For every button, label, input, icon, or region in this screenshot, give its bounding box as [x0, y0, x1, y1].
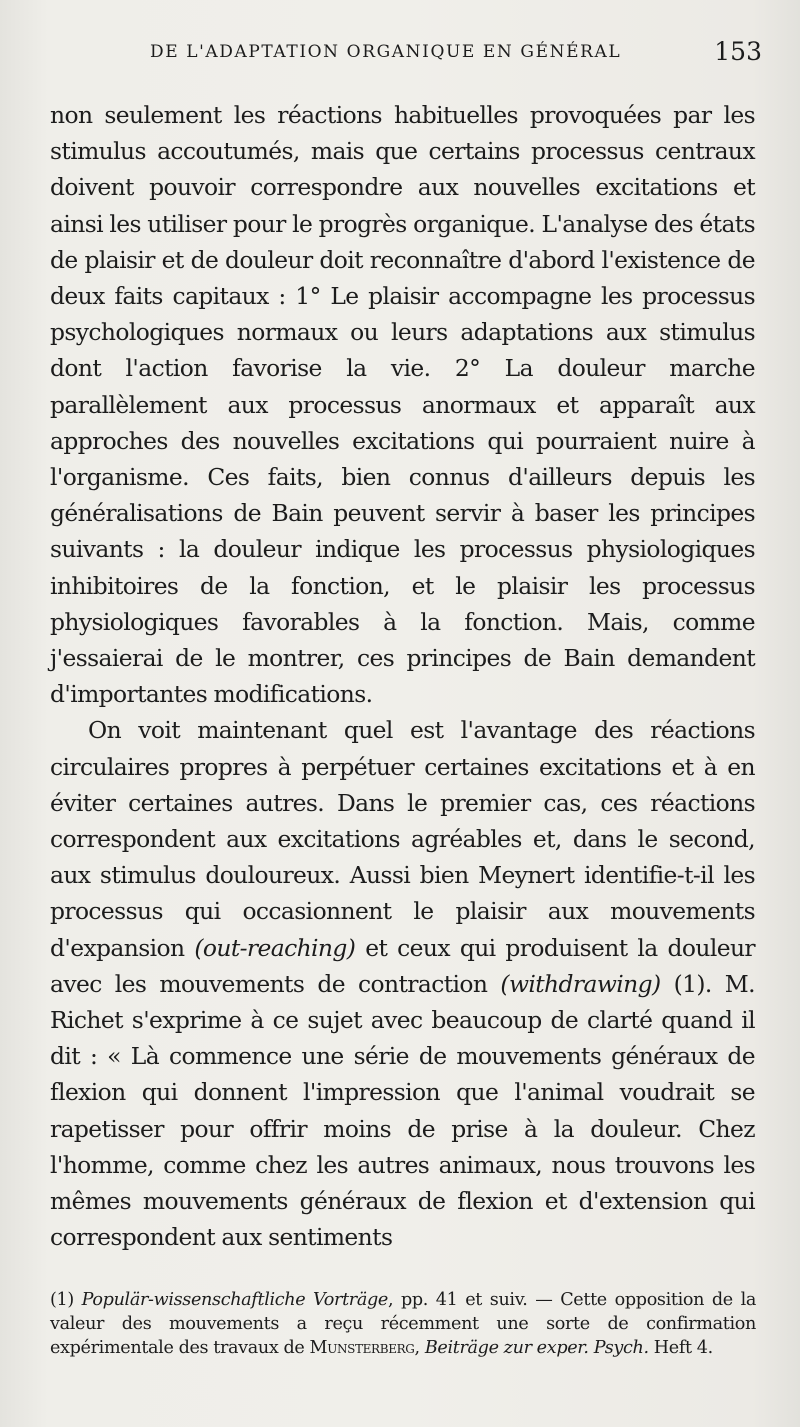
main-text: [50, 97, 755, 1256]
running-title: DE L'ADAPTATION ORGANIQUE EN GÉNÉRAL: [150, 42, 622, 62]
footnote-journal: Beiträge zur exper. Psych.: [424, 1338, 649, 1358]
footnote-text-a: , pp. 41 et suiv. — Cette opposition de la valeur des mouvements a reçu récemment une sorte de confirmation expérimentale des travaux de: [50, 1290, 757, 1358]
paragraph-2: [50, 712, 755, 1255]
footnote-block: [50, 1288, 756, 1360]
term-out-reaching: (out-reaching): [194, 933, 356, 962]
page-number: 153: [714, 37, 762, 66]
footnote-text-c: Heft 4.: [648, 1338, 713, 1358]
footnote-1: [50, 1288, 756, 1360]
paragraph-2-text-b: et ceux qui produisent la douleur avec les mouvements de contraction: [50, 933, 755, 998]
footnote-work-title: Populär-wissenschaftliche Vorträge: [81, 1290, 388, 1310]
term-withdrawing: (withdrawing): [500, 969, 661, 998]
paragraph-1: non seulement les réactions habituelles provoquées par les stimulus accoutumés, mais que certains processus centraux doivent pouvoir correspondre aux nouvelles excitations et ainsi les utiliser pour le progrès organique. L'analyse des états de plaisir et de douleur doit reconnaître d'abord l'existence de deux faits capitaux : 1° Le plaisir accompagne les processus psychologiques normaux ou leurs adaptations aux stimulus dont l'action favorise la vie. 2° La douleur marche parallèlement aux processus anormaux et apparaît aux approches des nouvelles excitations qui pourraient nuire à l'organisme. Ces faits, bien connus d'ailleurs depuis les généralisations de Bain peuvent servir à baser les principes suivants : la douleur indique les processus physiologiques inhibitoires de la fonction, et le plaisir les processus physiologiques favorables à la fonction. Mais, comme j'essaierai de le montrer, ces principes de Bain demandent d'importantes modifications.: [50, 101, 755, 709]
paragraph-2-text-c: (1). M. Richet s'exprime à ce sujet avec beaucoup de clarté quand il dit : « Là commence une série de mouvements généraux de flexion qui donnent l'impression que l'animal voudrait se rapetisser pour offrir moins de prise à la douleur. Chez l'homme, comme chez les autres animaux, nous trouvons les mêmes mouvements généraux de flexion et d'extension qui correspondent aux sentiments: [50, 969, 755, 1252]
page-header: [50, 34, 762, 74]
paragraph-2-text-a: On voit maintenant quel est l'avantage des réactions circulaires propres à perpétuer certaines excitations et à en éviter certaines autres. Dans le premier cas, ces réactions correspondent aux excitations agréables et, dans le second, aux stimulus douloureux. Aussi bien Meynert identifie-t-il les processus qui occasionnent le plaisir aux mouvements d'expansion: [50, 716, 755, 962]
footnote-text-b: ,: [414, 1338, 425, 1358]
footnote-marker: (1): [50, 1290, 74, 1310]
footnote-author: Munsterberg: [309, 1338, 415, 1358]
